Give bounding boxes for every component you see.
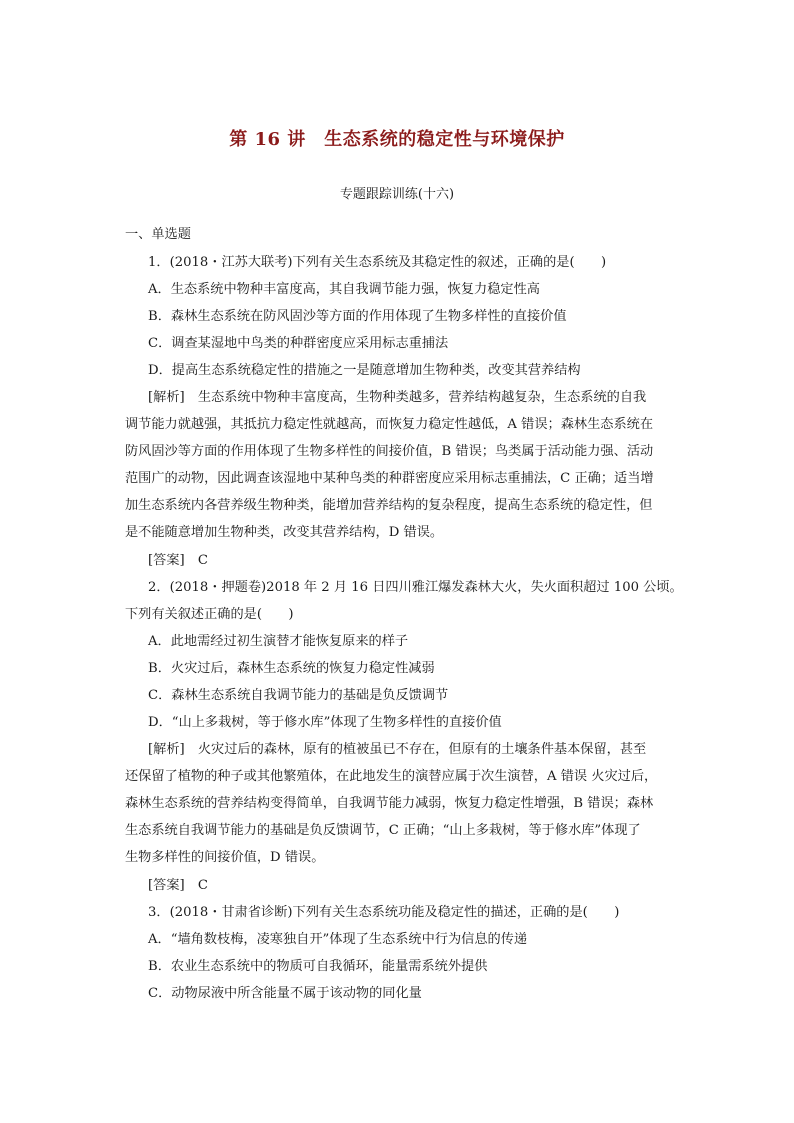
question-2-stem-line: 2．(2018・押题卷)2018 年 2 月 16 日四川雅江爆发森林大火，失火面积超过 100 公顷。 xyxy=(148,580,683,595)
question-3-stem: 3．(2018・甘肃省诊断)下列有关生态系统功能及稳定性的描述，正确的是( ) xyxy=(148,905,620,920)
question-2-analysis-line: 生态系统自我调节能力的基础是负反馈调节，C 正确；“山上多栽树，等于修水库”体现了 xyxy=(125,823,641,838)
question-2-analysis-line: 森林生态系统的营养结构变得简单，自我调节能力减弱，恢复力稳定性增强，B 错误；森林 xyxy=(125,796,654,811)
question-3-option-a: A．“墙角数枝梅，凌寒独自开”体现了生态系统中行为信息的传递 xyxy=(148,932,528,947)
question-1-analysis-line: 是不能随意增加生物种类，改变其营养结构，D 错误。 xyxy=(125,525,444,540)
question-1-analysis-line: 加生态系统内各营养级生物种类，能增加营养结构的复杂程度，提高生态系统的稳定性，但 xyxy=(125,498,653,513)
question-1-option-c: C．调查某湿地中鸟类的种群密度应采用标志重捕法 xyxy=(148,336,449,351)
question-1-stem: 1．(2018・江苏大联考)下列有关生态系统及其稳定性的叙述，正确的是( ) xyxy=(148,255,607,270)
question-2-analysis-line: [解析] 火灾过后的森林，原有的植被虽已不存在，但原有的土壤条件基本保留，甚至 xyxy=(148,742,647,757)
question-2-stem-line: 下列有关叙述正确的是( ) xyxy=(125,607,294,622)
question-1-answer: [答案] C xyxy=(148,553,208,568)
question-1-analysis-line: 范围广的动物，因此调查该湿地中某种鸟类的种群密度应采用标志重捕法，C 正确；适当增 xyxy=(125,471,654,486)
question-2-option-b: B．火灾过后，森林生态系统的恢复力稳定性减弱 xyxy=(148,661,435,676)
question-3-option-c: C．动物尿液中所含能量不属于该动物的同化量 xyxy=(148,986,422,1001)
question-1-option-a: A．生态系统中物种丰富度高，其自我调节能力强，恢复力稳定性高 xyxy=(148,282,540,297)
question-3-option-b: B．农业生态系统中的物质可自我循环，能量需系统外提供 xyxy=(148,959,488,974)
question-2-option-d: D．“山上多栽树，等于修水库”体现了生物多样性的直接价值 xyxy=(148,715,502,730)
question-2-analysis-line: 生物多样性的间接价值，D 错误。 xyxy=(125,850,325,865)
question-1-analysis-line: 防风固沙等方面的作用体现了生物多样性的间接价值，B 错误；鸟类属于活动能力强、活动 xyxy=(125,444,654,459)
question-2-analysis-line: 还保留了植物的种子或其他繁殖体，在此地发生的演替应属于次生演替，A 错误 火灾过后， xyxy=(125,769,658,784)
question-2-answer: [答案] C xyxy=(148,878,208,893)
question-2-option-a: A．此地需经过初生演替才能恢复原来的样子 xyxy=(148,634,409,649)
section-heading: 一、单选题 xyxy=(125,227,191,242)
question-1-analysis-line: [解析] 生态系统中物种丰富度高，生物种类越多，营养结构越复杂，生态系统的自我 xyxy=(148,390,647,405)
question-2-option-c: C．森林生态系统自我调节能力的基础是负反馈调节 xyxy=(148,688,449,703)
question-1-option-b: B．森林生态系统在防风固沙等方面的作用体现了生物多样性的直接价值 xyxy=(148,309,567,324)
question-1-option-d: D．提高生态系统稳定性的措施之一是随意增加生物种类，改变其营养结构 xyxy=(148,363,581,378)
document-subtitle: 专题跟踪训练(十六) xyxy=(339,187,455,202)
document-title: 第 16 讲 生态系统的稳定性与环境保护 xyxy=(229,129,565,150)
question-1-analysis-line: 调节能力就越强，其抵抗力稳定性就越高，而恢复力稳定性越低，A 错误；森林生态系统在 xyxy=(125,417,654,432)
